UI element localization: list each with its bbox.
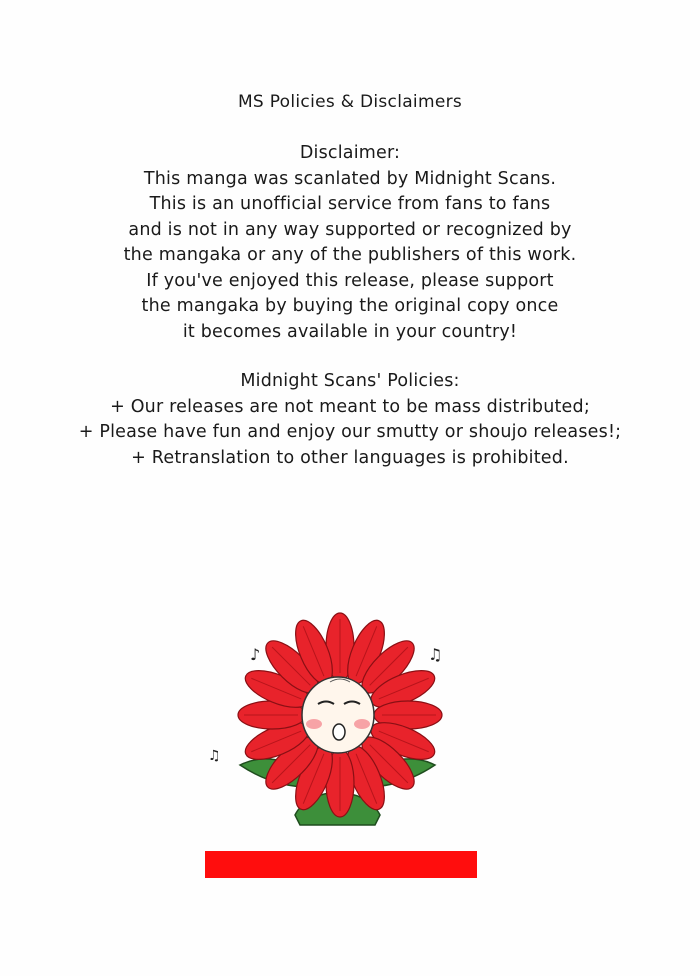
disclaimer-line: This manga was scanlated by Midnight Scans. [143,168,557,189]
disclaimer-line: the mangaka by buying the original copy once [141,296,559,316]
disclaimer-line: If you've enjoyed this release, please support [146,270,554,291]
disclaimer-line: This is an unofficial service from fans to fans [149,194,551,214]
flower-character-illustration [200,600,480,850]
policy-line: + Our releases are not meant to be mass distributed; [110,396,590,417]
disclaimer-heading: Disclaimer: [299,143,401,163]
policies-section [0,369,700,471]
music-note-icon: ♪ [250,645,261,664]
character-face-icon [302,677,374,753]
red-bar-decoration [205,851,477,878]
policies-heading: Midnight Scans' Policies: [240,371,460,391]
disclaimer-section [0,141,700,345]
disclaimer-line: it becomes available in your country! [182,321,518,342]
music-note-icon: ♫ [428,645,443,664]
disclaimer-line: and is not in any way supported or recognized by [128,219,572,240]
disclaimer-line: the mangaka or any of the publishers of this work. [123,245,577,265]
music-note-icon: ♫ [208,748,221,764]
page-title: MS Policies & Disclaimers [237,92,463,112]
policy-line: + Please have fun and enjoy our smutty or shoujo releases!; [78,422,622,442]
policy-line: + Retranslation to other languages is prohibited. [131,447,569,468]
